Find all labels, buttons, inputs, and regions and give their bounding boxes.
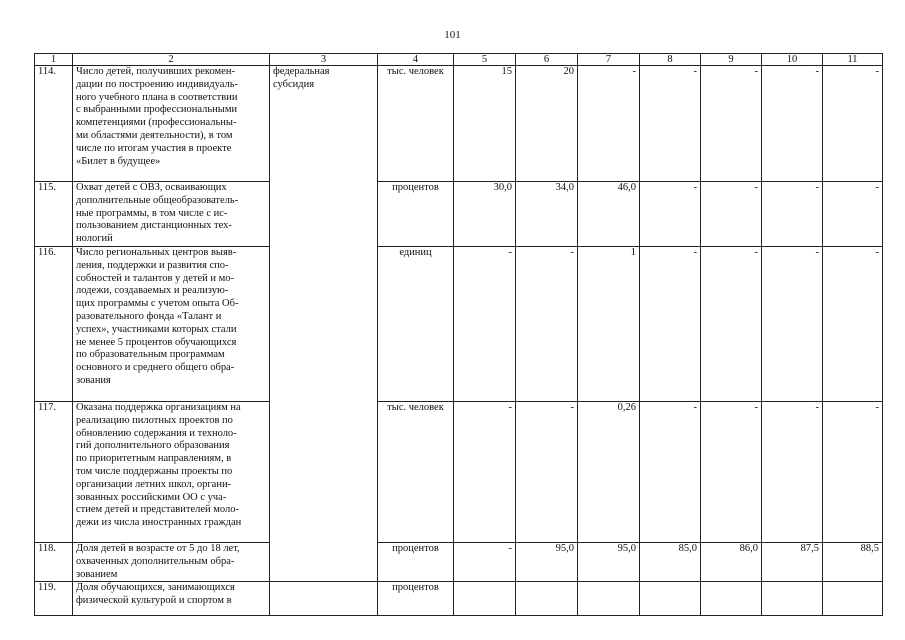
col-header: 8 [640,54,701,66]
value-cell: 87,5 [762,542,823,581]
value-cell: - [762,246,823,401]
col-header: 7 [578,54,640,66]
row-number: 114. [35,66,73,182]
value-cell [640,582,701,616]
table-row [35,246,883,401]
value-cell: - [701,246,762,401]
value-cell: 30,0 [454,182,516,247]
value-cell: 86,0 [701,542,762,581]
col-header: 4 [378,54,454,66]
row-number: 118. [35,542,73,581]
value-cell: 46,0 [578,182,640,247]
value-cell: - [823,66,883,182]
header-row [35,54,883,66]
value-cell: - [640,246,701,401]
unit-cell: процентов [378,542,454,581]
indicator-name: Оказана поддержка организациям на реализацию пилотных проектов по обновлению содержания и техноло- гий дополнительного образования по приоритетным направлениям, в том числе поддержаны проекты по организации летних школ, органи- зованных российскими ОО с уча- стием детей и представителей моло- дежи из числа иностранных граждан [73,401,270,542]
unit-cell: тыс. человек [378,401,454,542]
col-header: 2 [73,54,270,66]
value-cell: 1 [578,246,640,401]
value-cell: - [823,401,883,542]
value-cell: - [762,182,823,247]
value-cell [454,582,516,616]
table-row [35,542,883,581]
value-cell: - [640,401,701,542]
value-cell: - [823,182,883,247]
col-header: 10 [762,54,823,66]
page-number: 101 [444,29,461,41]
value-cell: 95,0 [516,542,578,581]
indicator-name: Доля обучающихся, занимающихся физической культурой и спортом в [73,582,270,616]
unit-cell: процентов [378,182,454,247]
value-cell: 95,0 [578,542,640,581]
col-header: 6 [516,54,578,66]
value-cell: 15 [454,66,516,182]
value-cell: - [701,66,762,182]
value-cell: - [762,66,823,182]
value-cell: - [578,66,640,182]
row-number: 117. [35,401,73,542]
col-header: 11 [823,54,883,66]
col-header: 1 [35,54,73,66]
value-cell: - [454,401,516,542]
col-header: 3 [270,54,378,66]
value-cell: - [516,401,578,542]
value-cell: 34,0 [516,182,578,247]
table-row [35,401,883,542]
value-cell: 0,26 [578,401,640,542]
col-header: 9 [701,54,762,66]
table-row [35,66,883,182]
value-cell: - [454,246,516,401]
value-cell: 88,5 [823,542,883,581]
value-cell: 20 [516,66,578,182]
table-row [35,582,883,616]
value-cell: - [640,182,701,247]
row-number: 115. [35,182,73,247]
indicator-name: Число детей, получивших рекомен- дации по построению индивидуаль- ного учебного плана в соответствии с выбранными профессиональными компетенциями (профессиональны- ми областями деятельности), в том числе по итогам участия в проекте «Билет в будущее» [73,66,270,182]
unit-cell: тыс. человек [378,66,454,182]
unit-cell: процентов [378,582,454,616]
value-cell: - [701,401,762,542]
value-cell [762,582,823,616]
indicators-table [34,53,883,616]
value-cell: - [701,182,762,247]
row-number: 116. [35,246,73,401]
value-cell [516,582,578,616]
value-cell: - [640,66,701,182]
funding-source: федеральная субсидия [270,66,378,582]
indicator-name: Охват детей с ОВЗ, осваивающих дополнительные общеобразователь- ные программы, в том числе с ис- пользованием дистанционных тех- нологий [73,182,270,247]
row-number: 119. [35,582,73,616]
value-cell [823,582,883,616]
value-cell: - [454,542,516,581]
indicator-name: Число региональных центров выяв- ления, поддержки и развития спо- собностей и талантов у детей и мо- лодежи, создаваемых и реализую- щих программы с учетом опыта Об- разовательного фонда «Талант и успех», участниками которых стали не менее 5 процентов обучающихся по образовательным программам основного и среднего общего обра- зования [73,246,270,401]
value-cell: - [823,246,883,401]
value-cell [578,582,640,616]
value-cell [701,582,762,616]
indicator-name: Доля детей в возрасте от 5 до 18 лет, охваченных дополнительным обра- зованием [73,542,270,581]
col-header: 5 [454,54,516,66]
table-row [35,182,883,247]
funding-source-empty [270,582,378,616]
value-cell: - [762,401,823,542]
unit-cell: единиц [378,246,454,401]
value-cell: - [516,246,578,401]
value-cell: 85,0 [640,542,701,581]
